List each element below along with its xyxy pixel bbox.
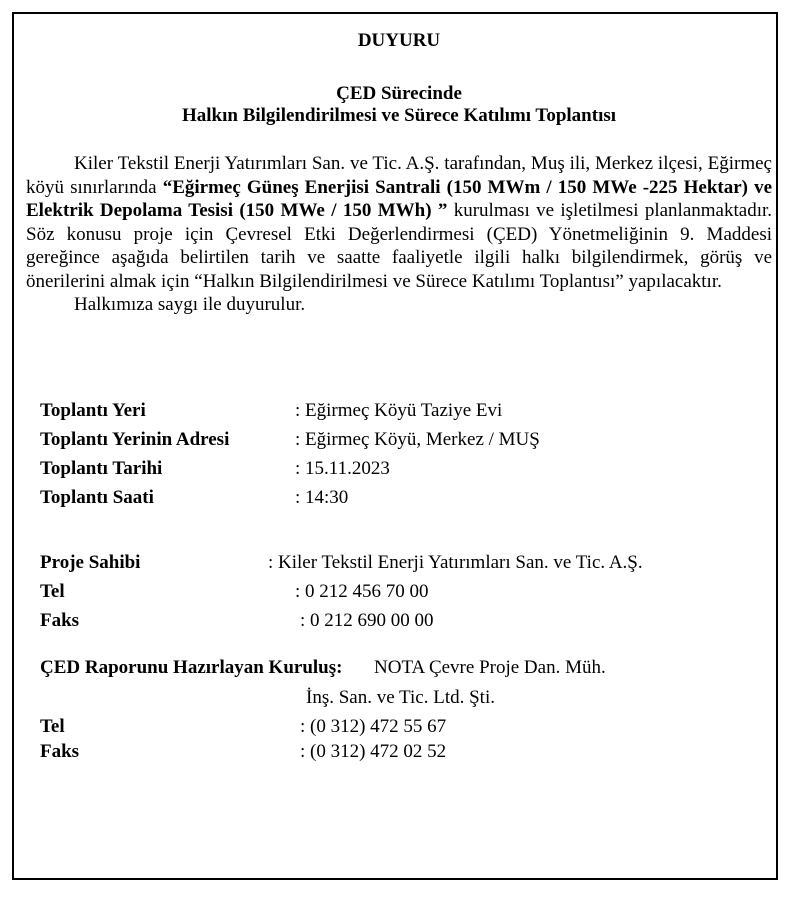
meeting-address-value: : Eğirmeç Köyü, Merkez / MUŞ	[295, 429, 540, 450]
owner-tel-value: : 0 212 456 70 00	[295, 581, 429, 602]
announcement-body	[26, 152, 772, 317]
closing-text: Halkımıza saygı ile duyurulur.	[74, 294, 306, 315]
owner-fax-label: Faks	[40, 610, 80, 631]
meeting-date-label: Toplantı Tarihi	[40, 458, 163, 479]
meeting-date-value: : 15.11.2023	[295, 458, 390, 479]
project-owner-label: Proje Sahibi	[40, 552, 141, 573]
ced-tel-value: : (0 312) 472 55 67	[300, 716, 447, 737]
ced-firm-value-line2: İnş. San. ve Tic. Ltd. Şti.	[306, 687, 495, 708]
intro-text-part1: Kiler Tekstil Enerji Yatırımları San. ve Tic. A.Ş. tarafından, Muş ili, Merkez ilçesi, Eğirmeç köyü sınırlarında	[26, 153, 772, 198]
ced-fax-label: Faks	[40, 741, 80, 762]
meeting-place-label: Toplantı Yeri	[40, 400, 146, 421]
announcement-subheading-line2: Halkın Bilgilendirilmesi ve Sürece Katılımı Toplantısı	[181, 105, 617, 126]
project-name: “Eğirmeç Güneş Enerjisi Santrali (150 MWm / 150 MWe -225 Hektar) ve Elektrik Depolama Tesisi (150 MWe / 150 MWh) ”	[26, 176, 772, 221]
announcement-subheading-line1: ÇED Sürecinde	[336, 83, 462, 104]
ced-firm-value-line1: NOTA Çevre Proje Dan. Müh.	[374, 657, 606, 678]
owner-tel-label: Tel	[40, 581, 65, 602]
meeting-time-value: : 14:30	[295, 487, 349, 508]
owner-fax-value: : 0 212 690 00 00	[300, 610, 434, 631]
meeting-address-label: Toplantı Yerinin Adresi	[40, 429, 230, 450]
announcement-paragraph	[26, 152, 772, 293]
ced-firm-label: ÇED Raporunu Hazırlayan Kuruluş:	[40, 657, 343, 678]
project-owner-value: : Kiler Tekstil Enerji Yatırımları San. ve Tic. A.Ş.	[268, 552, 643, 573]
ced-tel-label: Tel	[40, 716, 65, 737]
announcement-heading: DUYURU	[357, 30, 441, 51]
meeting-place-value: : Eğirmeç Köyü Taziye Evi	[295, 400, 503, 421]
ced-fax-value: : (0 312) 472 02 52	[300, 741, 447, 762]
meeting-time-label: Toplantı Saati	[40, 487, 154, 508]
intro-text-part2: kurulması ve işletilmesi planlanmaktadır. Söz konusu proje için Çevresel Etki Değerlendirmesi (ÇED) Yönetmeliğinin 9. Maddesi gereğince aşağıda belirtilen tarih ve saatte faaliyetle ilgili halkı bilgilendirmek, görüş ve önerilerini almak için “Halkın Bilgilendirilmesi ve Sürece Katılımı Toplantısı” yapılacaktır.	[26, 200, 772, 292]
